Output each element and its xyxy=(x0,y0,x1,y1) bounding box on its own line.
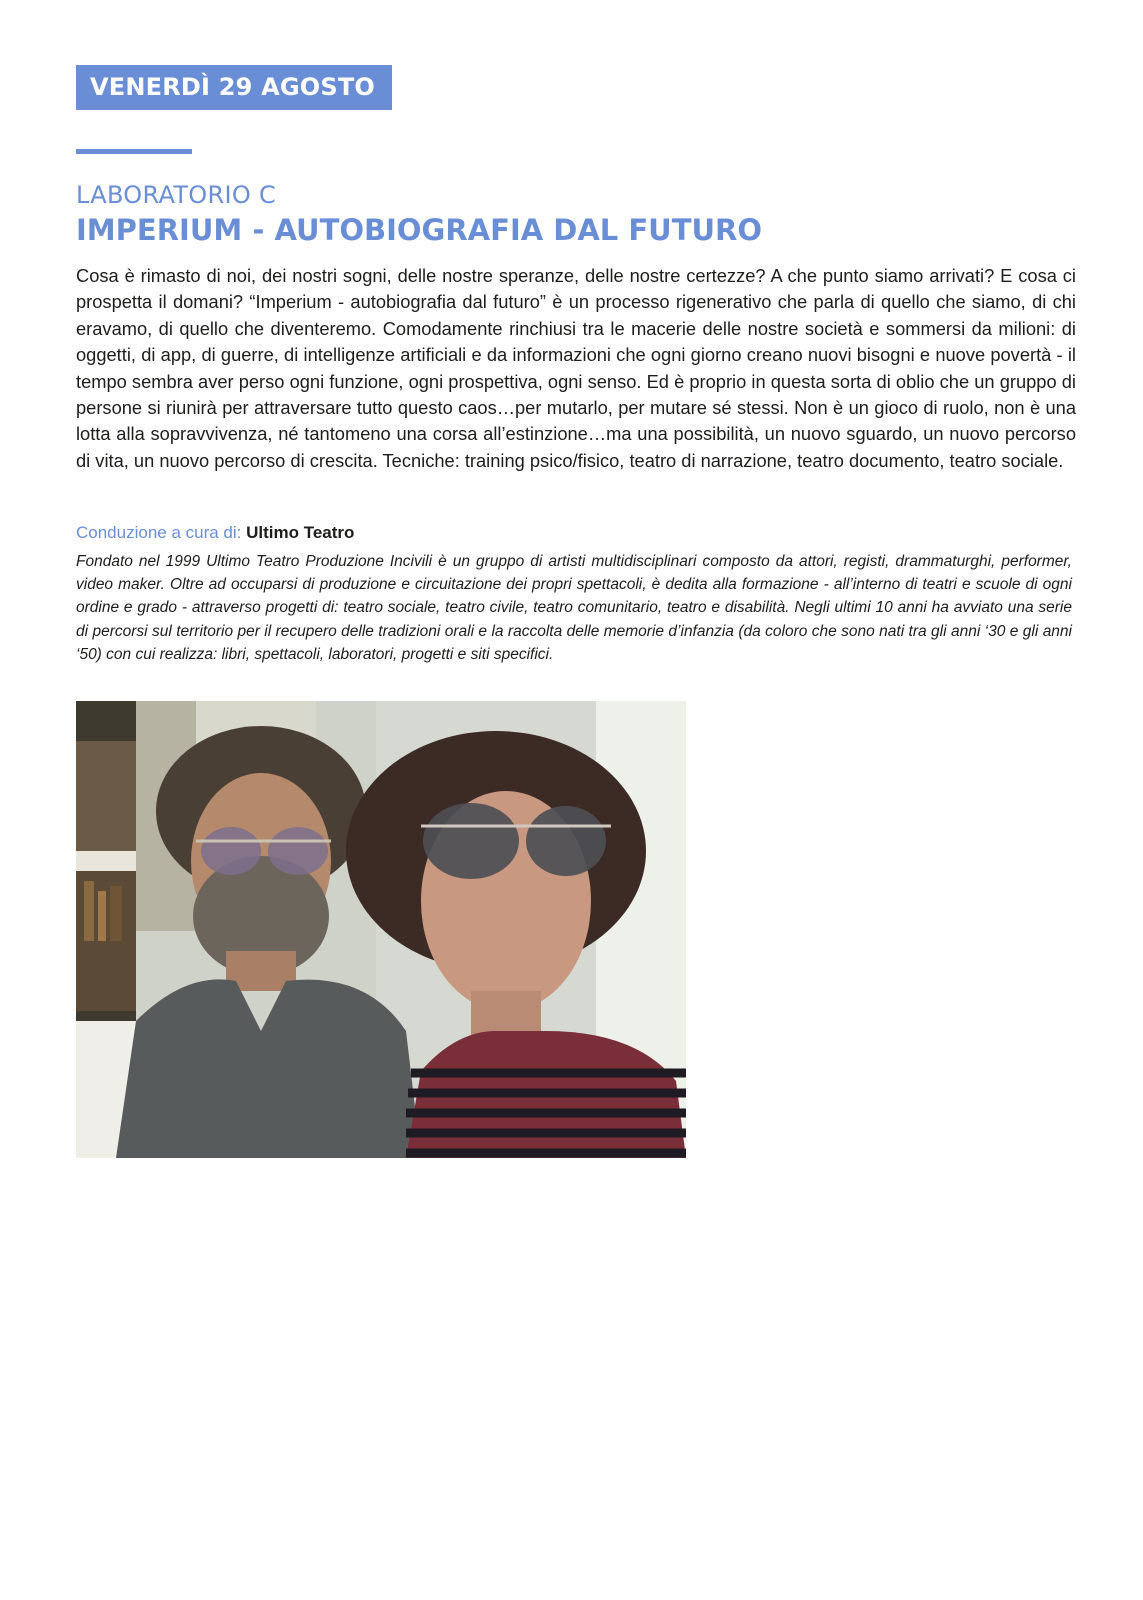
portrait-photo xyxy=(76,701,686,1158)
portrait-illustration xyxy=(76,701,686,1158)
company-bio: Fondato nel 1999 Ultimo Teatro Produzione Incivili è un gruppo di artisti multidisciplinari composto da attori, registi, drammaturghi, performer, video maker. Oltre ad occuparsi di produzione e circuitazione dei propri spettacoli, è dedita alla formazione - all’interno di teatri e scuole di ogni ordine e grado - attraverso progetti di: teatro sociale, teatro civile, teatro comunitario, teatro e disabilità. Negli ultimi 10 anni ha avviato una serie di percorsi sul territorio per il recupero delle tradizioni orali e la raccolta delle memorie d’infanzia (da coloro che sono nati tra gli anni ‘30 e gli anni ‘50) con cui realizza: libri, spettacoli, laboratori, progetti e siti specifici. xyxy=(76,553,1072,663)
credit-name: Ultimo Teatro xyxy=(246,523,355,542)
event-kicker: LABORATORIO C xyxy=(76,181,277,209)
event-description: Cosa è rimasto di noi, dei nostri sogni, delle nostre speranze, delle nostre certezze? A che punto siamo arrivati? E cosa ci prospetta il domani? “Imperium - autobiografia dal futuro” è un processo rigenerativo che parla di quello che siamo, di chi eravamo, di quello che diventeremo. Comodamente rinchiusi tra le macerie delle nostre società e sommersi da milioni: di oggetti, di app, di guerre, di intelligenze artificiali e da informazioni che ogni giorno creano nuovi bisogni e nuove povertà - il tempo sembra aver perso ogni funzione, ogni prospettiva, ogni senso. Ed è proprio in questa sorta di oblio che un gruppo di persone si riunirà per attraversare tutto questo caos…per mutarlo, per mutare sé stessi. Non è un gioco di ruolo, non è una lotta alla sopravvivenza, né tantomeno una corsa all’estinzione…ma una possibilità, un nuovo sguardo, un nuovo percorso di vita, un nuovo percorso di crescita. Tecniche: training psico/fisico, teatro di narrazione, teatro documento, teatro sociale. xyxy=(76,265,1076,471)
event-title: IMPERIUM - AUTOBIOGRAFIA DAL FUTURO xyxy=(76,213,763,247)
credit-label: Conduzione a cura di: xyxy=(76,523,242,542)
credit-line xyxy=(76,523,354,543)
date-badge: VENERDÌ 29 AGOSTO xyxy=(76,65,392,110)
accent-divider xyxy=(76,149,192,154)
